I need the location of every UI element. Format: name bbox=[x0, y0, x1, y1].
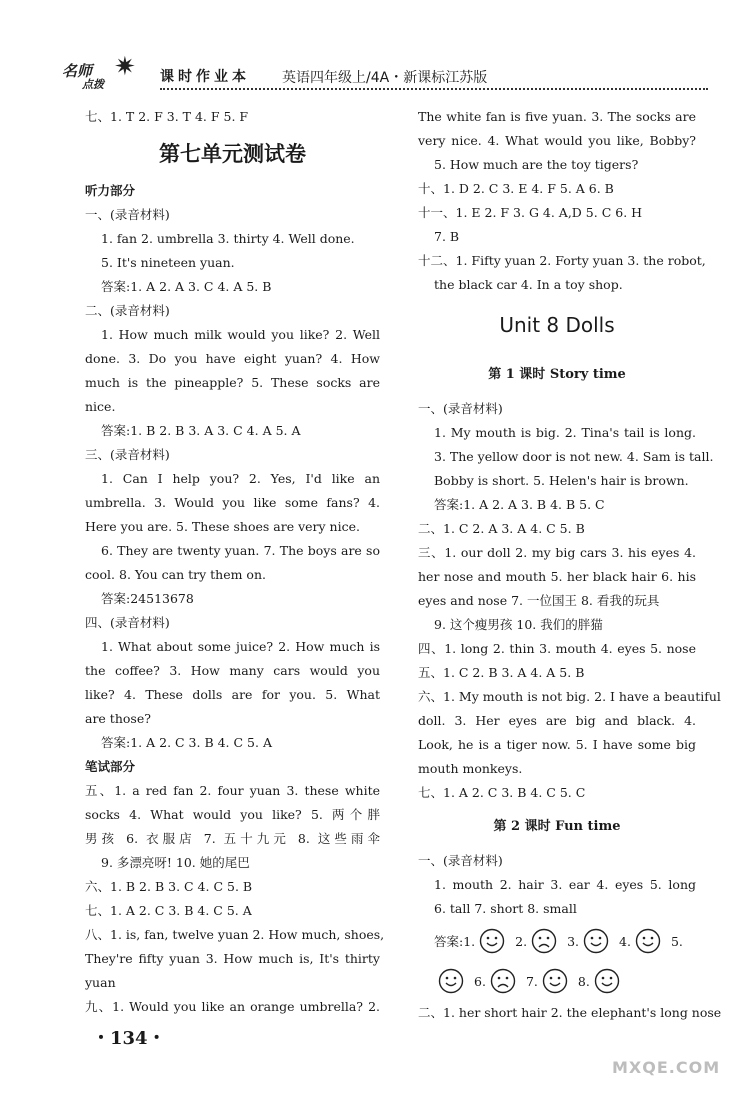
right-column bbox=[418, 105, 722, 1025]
answer-line: nice. bbox=[85, 399, 116, 414]
answer-line: her nose and mouth 5. her black hair 6. his bbox=[418, 569, 696, 584]
answer-number: 6. bbox=[474, 973, 486, 989]
answer-line: cool. 8. You can try them on. bbox=[85, 567, 266, 582]
answer-line: very nice. 4. What would you like, Bobby? bbox=[418, 133, 696, 148]
answer-line: 八、1. is, fan, twelve yuan 2. How much, shoes, bbox=[85, 927, 385, 942]
star-icon: ✷ bbox=[114, 52, 136, 82]
face-answer bbox=[619, 928, 661, 954]
answer-line: eyes and nose 7. 一位国王 8. 看我的玩具 bbox=[418, 593, 660, 608]
answer-faces-row-2 bbox=[418, 961, 696, 1001]
answer-line: 答案:1. A 2. A 3. B 4. B 5. C bbox=[434, 497, 605, 512]
answer-number: 3. bbox=[567, 933, 580, 949]
answer-label: 答案: bbox=[434, 934, 464, 949]
answer-number: 2. bbox=[515, 933, 528, 949]
face-answer bbox=[567, 928, 609, 954]
answer-line: the coffee? 3. How many cars would you bbox=[85, 663, 380, 678]
answer-line: umbrella. 3. Would you like some fans? 4. bbox=[85, 495, 380, 510]
page-number: ・134・ bbox=[92, 1028, 166, 1049]
face-answer bbox=[526, 968, 568, 994]
smiley-face-icon bbox=[438, 968, 464, 994]
publisher-logo bbox=[62, 52, 158, 92]
page-header bbox=[0, 0, 750, 100]
right-lines bbox=[418, 105, 721, 921]
section-title: Unit 8 Dolls bbox=[499, 313, 615, 337]
smiley-face-icon bbox=[479, 928, 505, 954]
answer-line: 四、(录音材料) bbox=[85, 615, 170, 630]
answer-line: 6. They are twenty yuan. 7. The boys are so bbox=[101, 543, 380, 558]
faces-row2 bbox=[434, 968, 630, 994]
answer-line: 1. mouth 2. hair 3. ear 4. eyes 5. long bbox=[434, 877, 696, 892]
answer-line: 7. B bbox=[434, 229, 460, 244]
answer-line: 答案:1. B 2. B 3. A 3. C 4. A 5. A bbox=[101, 423, 301, 438]
answer-line: 1. What about some juice? 2. How much is bbox=[101, 639, 380, 654]
answer-line: 5. It's nineteen yuan. bbox=[101, 255, 235, 270]
answer-line: 答案:1. A 2. C 3. B 4. C 5. A bbox=[101, 735, 272, 750]
answer-line: 答案:24513678 bbox=[101, 591, 194, 606]
logo-line2: 点拨 bbox=[82, 78, 104, 91]
answer-line: 3. The yellow door is not new. 4. Sam is tall. bbox=[434, 449, 714, 464]
face-answer bbox=[578, 968, 620, 994]
header-rule bbox=[160, 88, 708, 90]
section-title: 第 2 课时 Fun time bbox=[493, 819, 621, 834]
smiley-face-icon bbox=[542, 968, 568, 994]
answer-line: 一、(录音材料) bbox=[418, 853, 503, 868]
answer-line: 6. tall 7. short 8. small bbox=[434, 901, 577, 916]
answer-line: 五、1. a red fan 2. four yuan 3. these white bbox=[85, 783, 380, 798]
face-answer bbox=[463, 928, 505, 954]
answer-line: 十、1. D 2. C 3. E 4. F 5. A 6. B bbox=[418, 181, 614, 196]
answer-line: 9. 这个瘦男孩 10. 我们的胖猫 bbox=[434, 617, 603, 632]
answer-line: 五、1. C 2. B 3. A 4. A 5. B bbox=[418, 665, 585, 680]
faces-row1 bbox=[463, 928, 693, 954]
answer-line: They're fifty yuan 3. How much is, It's thirty bbox=[85, 951, 380, 966]
answer-line: doll. 3. Her eyes are big and black. 4. bbox=[418, 713, 696, 728]
answer-line: 1. Can I help you? 2. Yes, I'd like an bbox=[101, 471, 380, 486]
answer-line: much is the pineapple? 5. These socks are bbox=[85, 375, 380, 390]
answer-line: 三、(录音材料) bbox=[85, 447, 170, 462]
answer-line: the black car 4. In a toy shop. bbox=[434, 277, 623, 292]
book-title: 英语四年级上/4A・新课标江苏版 bbox=[282, 70, 488, 86]
answer-line: 男孩 6. 衣服店 7. 五十九元 8. 这些雨伞 bbox=[85, 831, 380, 846]
answer-number: 1. bbox=[463, 933, 476, 949]
answer-line: 三、1. our doll 2. my big cars 3. his eyes 4. bbox=[418, 545, 696, 560]
answer-line: 四、1. long 2. thin 3. mouth 4. eyes 5. nose bbox=[418, 641, 696, 656]
answer-line: yuan bbox=[85, 975, 116, 990]
answer-line: Look, he is a tiger now. 5. I have some big bbox=[418, 737, 696, 752]
answer-line: 二、1. C 2. A 3. A 4. C 5. B bbox=[418, 521, 585, 536]
answer-line: 答案:1. A 2. A 3. C 4. A 5. B bbox=[101, 279, 272, 294]
answer-line: 六、1. B 2. B 3. C 4. C 5. B bbox=[85, 879, 253, 894]
face-answer bbox=[671, 934, 683, 949]
answer-line: 九、1. Would you like an orange umbrella? 2. bbox=[85, 999, 380, 1014]
answer-line: 一、(录音材料) bbox=[418, 401, 503, 416]
answer-line: 七、1. T 2. F 3. T 4. F 5. F bbox=[85, 109, 249, 124]
answer-line: 十二、1. Fifty yuan 2. Forty yuan 3. the robot, bbox=[418, 253, 706, 268]
answer-line: are those? bbox=[85, 711, 151, 726]
sad-face-icon bbox=[531, 928, 557, 954]
answer-line: Here you are. 5. These shoes are very nice. bbox=[85, 519, 360, 534]
answer-line: done. 3. Do you have eight yuan? 4. How bbox=[85, 351, 380, 366]
answer-number: 4. bbox=[619, 933, 631, 949]
part-heading: 听力部分 bbox=[85, 183, 136, 198]
answer-line: 十一、1. E 2. F 3. G 4. A,D 5. C 6. H bbox=[418, 205, 643, 220]
answer-faces-row-1 bbox=[418, 921, 696, 961]
answer-line: 5. How much are the toy tigers? bbox=[434, 157, 639, 172]
answer-line: 1. How much milk would you like? 2. Well bbox=[101, 327, 380, 342]
watermark: MXQE.COM bbox=[612, 1058, 721, 1077]
series-title: 课时作业本 bbox=[160, 69, 250, 85]
face-answer bbox=[515, 928, 557, 954]
smiley-face-icon bbox=[583, 928, 609, 954]
answer-line: 1. fan 2. umbrella 3. thirty 4. Well done. bbox=[101, 231, 355, 246]
left-column bbox=[85, 105, 385, 1019]
answer-line: 二、(录音材料) bbox=[85, 303, 170, 318]
face-answer bbox=[434, 968, 464, 994]
answer-line: 二、1. her short hair 2. the elephant's long nose bbox=[418, 1005, 722, 1020]
section-title: 第七单元测试卷 bbox=[159, 142, 306, 166]
answer-line: Bobby is short. 5. Helen's hair is brown. bbox=[434, 473, 689, 488]
answer-line: The white fan is five yuan. 3. The socks are bbox=[418, 109, 696, 124]
smiley-face-icon bbox=[635, 928, 661, 954]
answer-line: 一、(录音材料) bbox=[85, 207, 170, 222]
answer-line: 六、1. My mouth is not big. 2. I have a beautiful bbox=[418, 689, 721, 704]
answer-number: 8. bbox=[577, 973, 590, 989]
part-heading: 笔试部分 bbox=[85, 759, 136, 774]
answer-line: socks 4. What would you like? 5. 两个胖 bbox=[85, 807, 380, 822]
face-answer bbox=[474, 968, 516, 994]
section-title: 第 1 课时 Story time bbox=[488, 367, 626, 382]
logo-line1: 名师 bbox=[62, 62, 93, 80]
sad-face-icon bbox=[490, 968, 516, 994]
answer-number: 7. bbox=[525, 973, 538, 989]
answer-line: 七、1. A 2. C 3. B 4. C 5. C bbox=[418, 785, 586, 800]
answer-line: 9. 多漂亮呀! 10. 她的尾巴 bbox=[101, 855, 250, 870]
answer-number: 5. bbox=[670, 933, 683, 949]
answer-line: 七、1. A 2. C 3. B 4. C 5. A bbox=[85, 903, 252, 918]
answer-line: mouth monkeys. bbox=[418, 761, 523, 776]
answer-line: 1. My mouth is big. 2. Tina's tail is long. bbox=[434, 425, 696, 440]
smiley-face-icon bbox=[594, 968, 620, 994]
answer-line: like? 4. These dolls are for you. 5. What bbox=[85, 687, 380, 702]
